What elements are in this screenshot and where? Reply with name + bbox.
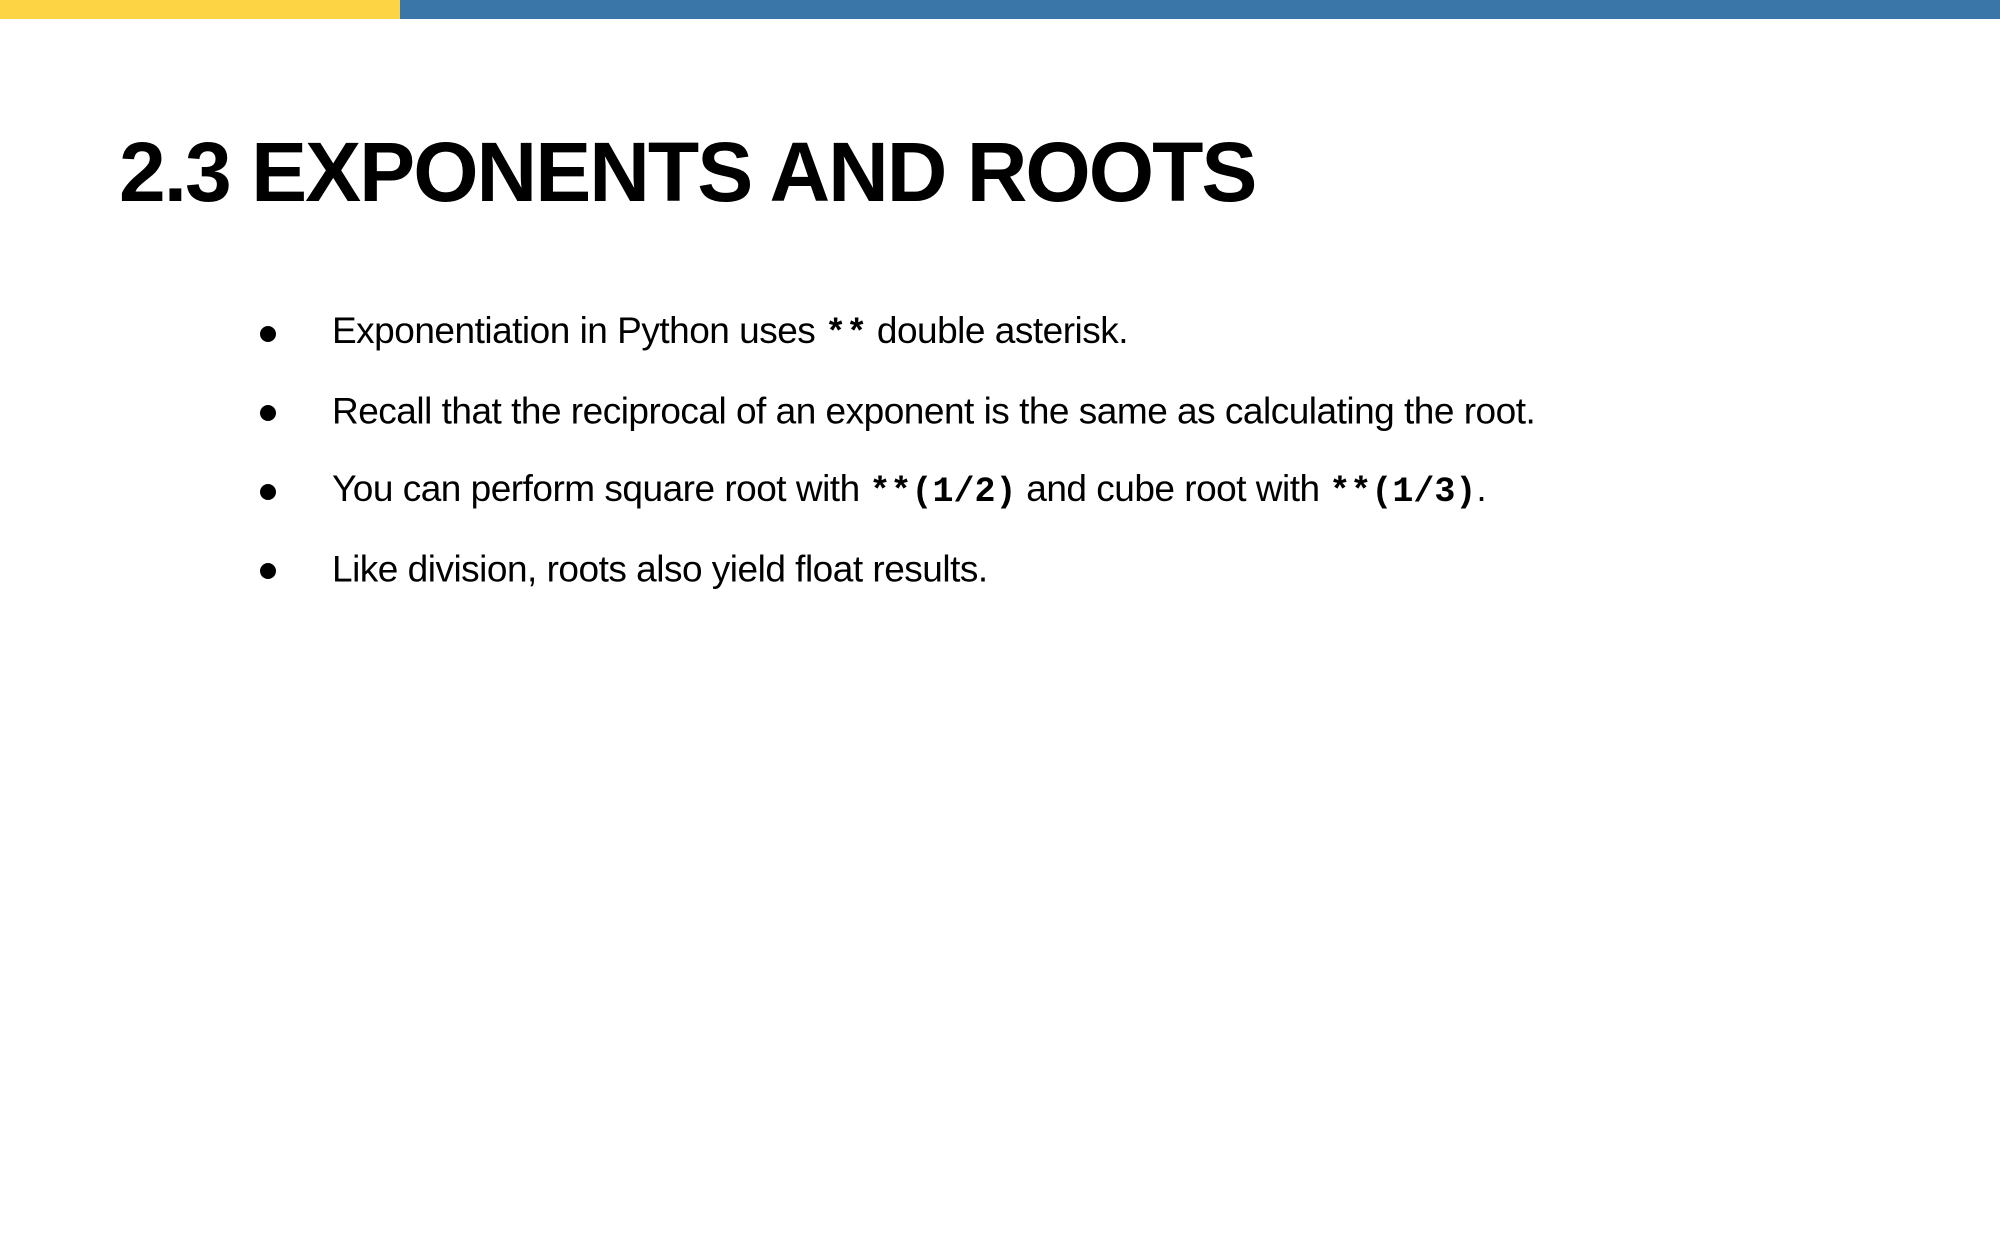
inline-code: ** — [825, 313, 868, 354]
bullet-dot-icon — [260, 563, 276, 579]
bullet-text — [332, 550, 988, 587]
inline-code: **(1/2) — [869, 471, 1017, 512]
bullet-text-part: and cube root with — [1016, 467, 1330, 509]
bullet-text-part: Recall that the reciprocal of an exponent is the same as calculating the root. — [332, 390, 1536, 431]
bullet-text — [332, 392, 1535, 429]
bullet-dot-icon — [260, 484, 276, 500]
slide-title: 2.3 EXPONENTS AND ROOTS — [119, 125, 1256, 219]
accent-bar-yellow — [0, 0, 400, 19]
bullet-text-part: Like division, roots also yield float results. — [332, 548, 988, 589]
bullet-text-part: . — [1476, 467, 1487, 509]
bullet-text-part: double asterisk. — [867, 309, 1129, 351]
top-accent-bar — [0, 0, 2000, 19]
accent-bar-blue — [400, 0, 2000, 19]
bullet-dot-icon — [260, 405, 276, 421]
bullet-text — [332, 309, 1129, 354]
bullet-text-part: You can perform square root with — [332, 467, 870, 509]
bullet-dot-icon — [260, 326, 276, 342]
bullet-text-part: Exponentiation in Python uses — [332, 309, 826, 351]
inline-code: **(1/3) — [1329, 471, 1477, 512]
bullet-text — [332, 467, 1487, 512]
